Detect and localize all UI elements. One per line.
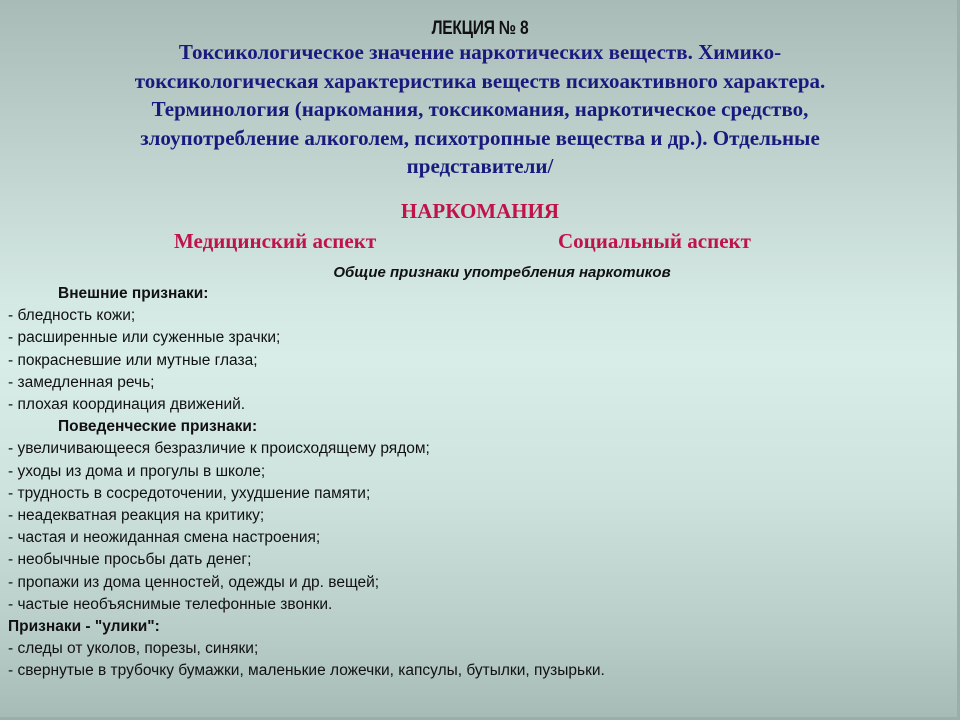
- title-line: злоупотребление алкоголем, психотропные вещества и др.). Отдельные: [140, 125, 820, 150]
- list-item: - частые необъяснимые телефонные звонки.: [8, 595, 333, 613]
- external-signs-heading: Внешние признаки:: [58, 285, 209, 302]
- list-item: - замедленная речь;: [8, 373, 155, 391]
- signs-subtitle: Общие признаки употребления наркотиков: [333, 264, 671, 281]
- medical-aspect-heading: Медицинский аспект: [174, 229, 377, 253]
- social-aspect-heading: Социальный аспект: [558, 229, 751, 253]
- list-item: - бледность кожи;: [8, 307, 136, 325]
- title-line: Токсикологическое значение наркотических веществ. Химико-: [178, 40, 782, 64]
- list-item: - увеличивающееся безразличие к происходящему рядом;: [8, 440, 430, 458]
- list-item: - покрасневшие или мутные глаза;: [8, 351, 258, 369]
- behavioral-signs-heading: Поведенческие признаки:: [58, 418, 258, 436]
- title-line: представители/: [406, 154, 554, 178]
- list-item: - плохая координация движений.: [8, 396, 246, 414]
- list-item: - свернутые в трубочку бумажки, маленькие ложечки, капсулы, бутылки, пузырьки.: [8, 662, 605, 680]
- lecture-title: [60, 38, 900, 181]
- list-item: - необычные просьбы дать денег;: [8, 551, 252, 569]
- section-title: НАРКОМАНИЯ: [400, 199, 560, 223]
- list-item: - неадекватная реакция на критику;: [8, 507, 265, 525]
- list-item: - частая и неожиданная смена настроения;: [8, 529, 321, 547]
- title-line: Терминология (наркомания, токсикомания, наркотическое средство,: [151, 97, 809, 121]
- list-item: - пропажи из дома ценностей, одежды и др. вещей;: [8, 573, 380, 591]
- list-item: - расширенные или суженные зрачки;: [8, 329, 281, 347]
- list-item: - следы от уколов, порезы, синяки;: [8, 640, 259, 658]
- title-line: токсикологическая характеристика веществ психоактивного характера.: [134, 68, 826, 93]
- list-item: - уходы из дома и прогулы в школе;: [8, 462, 266, 480]
- list-item: - трудность в сосредоточении, ухудшение памяти;: [8, 484, 371, 502]
- lecture-number: ЛЕКЦИЯ № 8: [431, 18, 529, 39]
- evidence-signs-heading: Признаки - "улики":: [8, 618, 160, 636]
- signs-list: [8, 283, 908, 683]
